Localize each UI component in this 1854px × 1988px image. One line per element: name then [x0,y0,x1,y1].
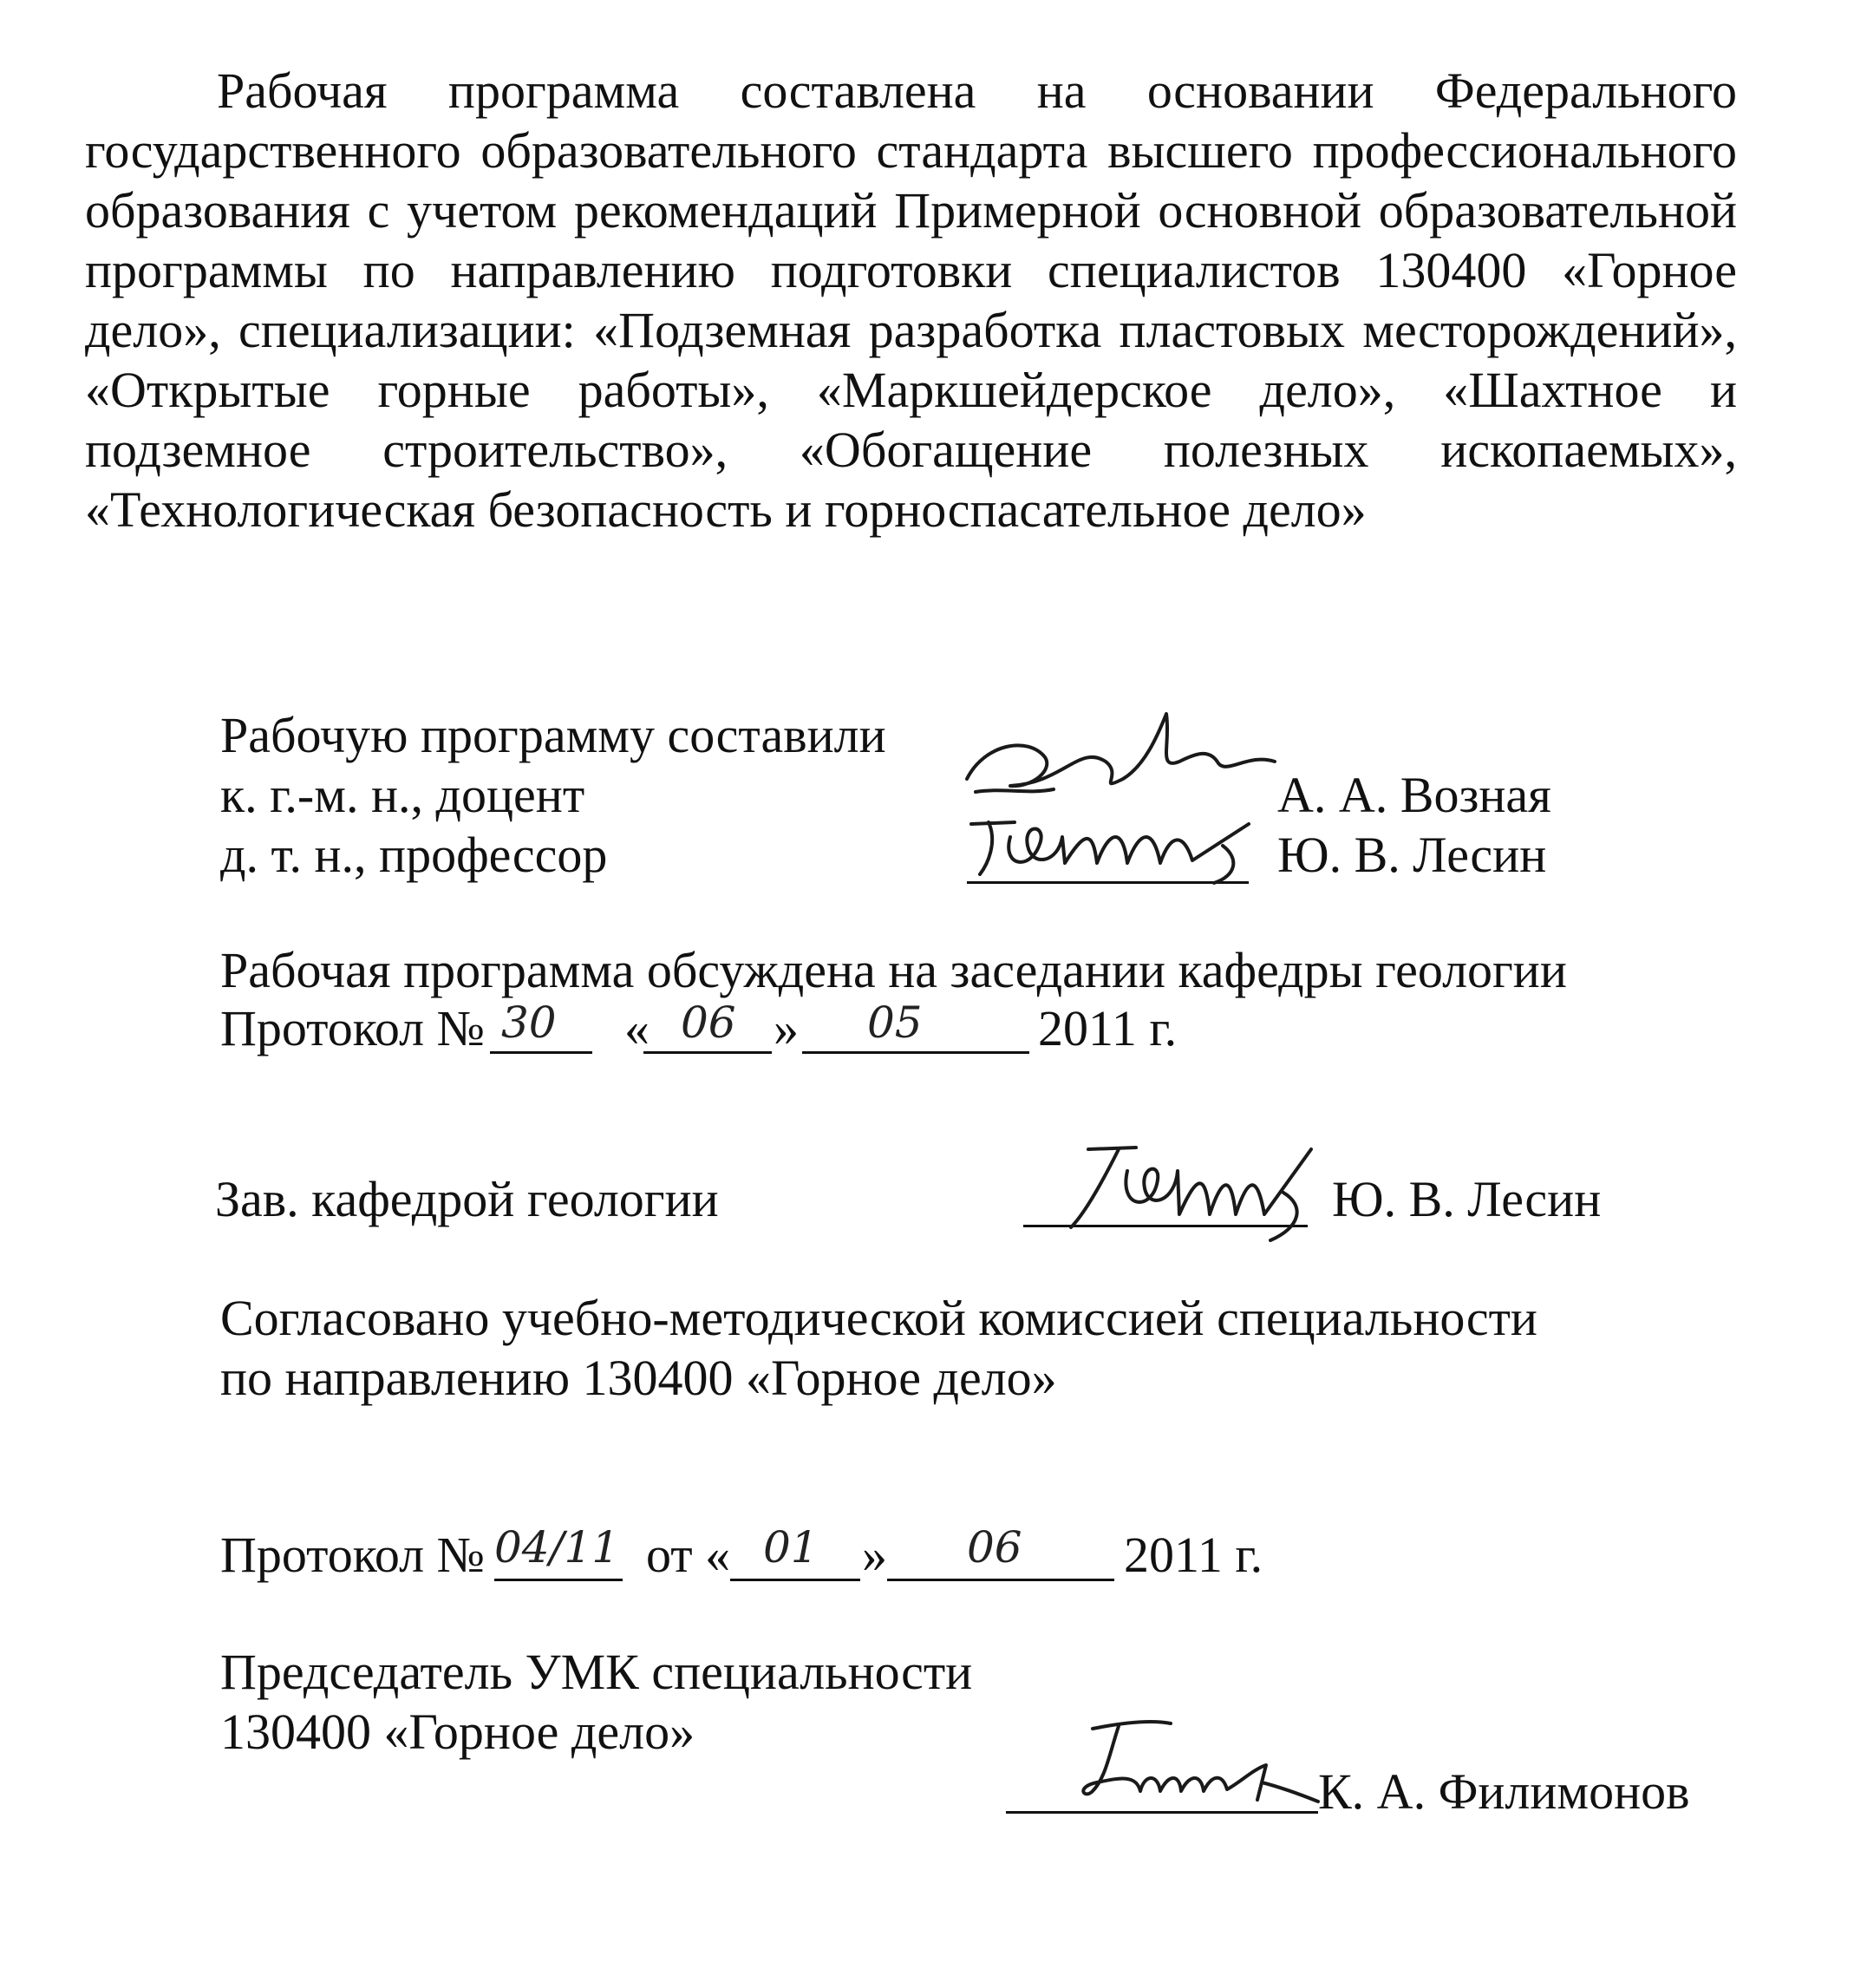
author-2-signature [963,798,1257,885]
protocol2-prefix: Протокол № [220,1527,485,1583]
head-name: Ю. В. Лесин [1332,1171,1602,1227]
discussion-protocol-prefix: Протокол № [220,1000,485,1056]
discussion-quote-open: « [624,1000,650,1056]
discussion-day-line [643,1051,772,1054]
author-2-position: д. т. н., профессор [220,827,608,883]
protocol2-day-line [730,1579,860,1581]
author-1-name: А. А. Возная [1277,767,1551,823]
protocol2-quote-close: » [862,1527,887,1583]
discussion-year: 2011 г. [1038,1000,1178,1056]
chairman-line-1: Председатель УМК специальности [220,1644,973,1700]
discussion-day: 06 [681,997,736,1048]
protocol2-number-line [494,1579,623,1581]
head-signature [1058,1132,1318,1245]
intro-paragraph: Рабочая программа составлена на основании Федерального государственного образовательного стандарта высшего профессионального образования с учетом рекомендаций Примерной основной образовательной программы по направлению подготовки специалистов 130400 «Горное дело», специализации: «Подземная разработка пластовых месторождений», «Открытые горные работы», «Маркшейдерское дело», «Шахтное и подземное строительство», «Обогащение полезных ископаемых», «Технологическая безопасность и горноспасательное дело» [85,62,1737,538]
authors-heading: Рабочую программу составили [220,707,886,763]
protocol2-month: 06 [967,1522,1022,1573]
discussion-text: Рабочая программа обсуждена на заседании кафедры геологии [220,942,1567,998]
chairman-signature [1058,1713,1344,1817]
chairman-name: К. А. Филимонов [1318,1763,1690,1820]
discussion-month-line [802,1051,1029,1054]
agreement-line-2: по направлению 130400 «Горное дело» [220,1350,1057,1406]
discussion-month: 05 [867,997,923,1048]
head-position: Зав. кафедрой геологии [215,1171,719,1227]
discussion-number-line [490,1051,592,1054]
author-2-name: Ю. В. Лесин [1277,827,1547,883]
discussion-number: 30 [501,997,557,1048]
author-1-position: к. г.-м. н., доцент [220,767,585,823]
protocol2-day: 01 [763,1522,819,1573]
protocol2-month-line [887,1579,1114,1581]
protocol2-year: 2011 г. [1124,1527,1263,1583]
protocol2-from: от « [646,1527,731,1583]
discussion-quote-close: » [774,1000,799,1056]
chairman-line-2: 130400 «Горное дело» [220,1704,695,1760]
protocol2-number: 04/11 [494,1522,620,1573]
agreement-line-1: Согласовано учебно-методической комиссией специальности [220,1290,1537,1346]
